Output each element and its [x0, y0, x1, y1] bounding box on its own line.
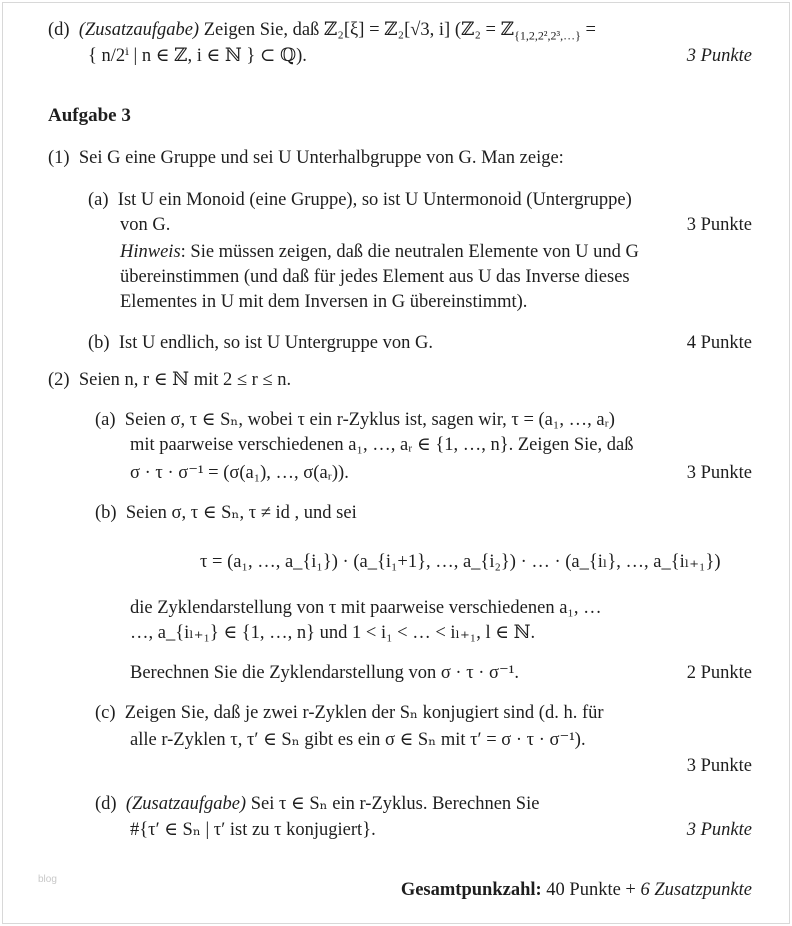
- p2b-formula: τ = (a₁, …, a_{i₁}) · (a_{i₁+1}, …, a_{i₂}) · … · (a_{iₗ}, …, a_{iₗ₊₁}): [200, 552, 721, 572]
- page-frame: [2, 2, 790, 924]
- p2a-line1: (a) Seien σ, τ ∈ Sₙ, wobei τ ein r-Zyklus ist, sagen wir, τ = (a₁, …, aᵣ): [95, 410, 615, 430]
- p1b-points: 4 Punkte: [686, 333, 752, 353]
- p1a-points: 3 Punkte: [686, 215, 752, 235]
- p2d-line2: #{τ′ ∈ Sₙ | τ′ ist zu τ konjugiert}.: [130, 820, 376, 840]
- section-title: Aufgabe 3: [48, 105, 131, 126]
- p2c-points: 3 Punkte: [686, 756, 752, 776]
- p1a-line2: von G.: [120, 215, 171, 235]
- p2b-line2: die Zyklendarstellung von τ mit paarweise verschiedenen a₁, …: [130, 598, 602, 618]
- p1b-text: (b) Ist U endlich, so ist U Untergruppe von G.: [88, 333, 433, 353]
- p2d-points: 3 Punkte: [686, 820, 752, 840]
- p2b-points: 2 Punkte: [686, 663, 752, 683]
- p2-text: (2) Seien n, r ∈ ℕ mit 2 ≤ r ≤ n.: [48, 370, 292, 390]
- p2c-line2: alle r-Zyklen τ, τ′ ∈ Sₙ gibt es ein σ ∈ Sₙ mit τ′ = σ · τ · σ⁻¹).: [130, 730, 586, 750]
- p1a-line1: (a) Ist U ein Monoid (eine Gruppe), so ist U Untermonoid (Untergruppe): [88, 190, 632, 210]
- p2c-line1: (c) Zeigen Sie, daß je zwei r-Zyklen der Sₙ konjugiert sind (d. h. für: [95, 703, 604, 723]
- prev-d-line2: { n/2ⁱ | n ∈ ℤ, i ∈ ℕ } ⊂ ℚ).: [88, 46, 307, 66]
- p2d-line1: (d) (Zusatzaufgabe) Sei τ ∈ Sₙ ein r-Zyklus. Berechnen Sie: [95, 794, 540, 814]
- prev-d-points: 3 Punkte: [686, 46, 752, 66]
- p2a-line2: mit paarweise verschiedenen a₁, …, aᵣ ∈ {1, …, n}. Zeigen Sie, daß: [130, 435, 634, 455]
- total-points: Gesamtpunkzahl: 40 Punkte + 6 Zusatzpunkte: [400, 880, 752, 900]
- p2a-points: 3 Punkte: [686, 463, 752, 483]
- p2b-line3: …, a_{iₗ₊₁} ∈ {1, …, n} und 1 < i₁ < … < iₗ₊₁, l ∈ ℕ.: [130, 623, 536, 643]
- p2a-line3: σ · τ · σ⁻¹ = (σ(a₁), …, σ(aᵣ)).: [130, 463, 349, 483]
- watermark: blog: [38, 874, 57, 885]
- p1a-hint2: übereinstimmen (und daß für jedes Element aus U das Inverse dieses: [120, 267, 630, 287]
- p1a-hint3: Elementes in U mit dem Inversen in G übereinstimmt).: [120, 292, 528, 312]
- p1-text: (1) Sei G eine Gruppe und sei U Unterhalbgruppe von G. Man zeige:: [48, 148, 564, 168]
- p1a-hint1: Hinweis: Sie müssen zeigen, daß die neutralen Elemente von U und G: [120, 242, 639, 262]
- prev-d-line1: (d) (Zusatzaufgabe) Zeigen Sie, daß ℤ₂[ξ] = ℤ₂[√3, i] (ℤ₂ = ℤ$_{\{1,2,2^2,2^3,\dots\}}$ =: [48, 20, 596, 43]
- p2b-line4: Berechnen Sie die Zyklendarstellung von σ · τ · σ⁻¹.: [130, 663, 519, 683]
- p2b-line1: (b) Seien σ, τ ∈ Sₙ, τ ≠ id , und sei: [95, 503, 357, 523]
